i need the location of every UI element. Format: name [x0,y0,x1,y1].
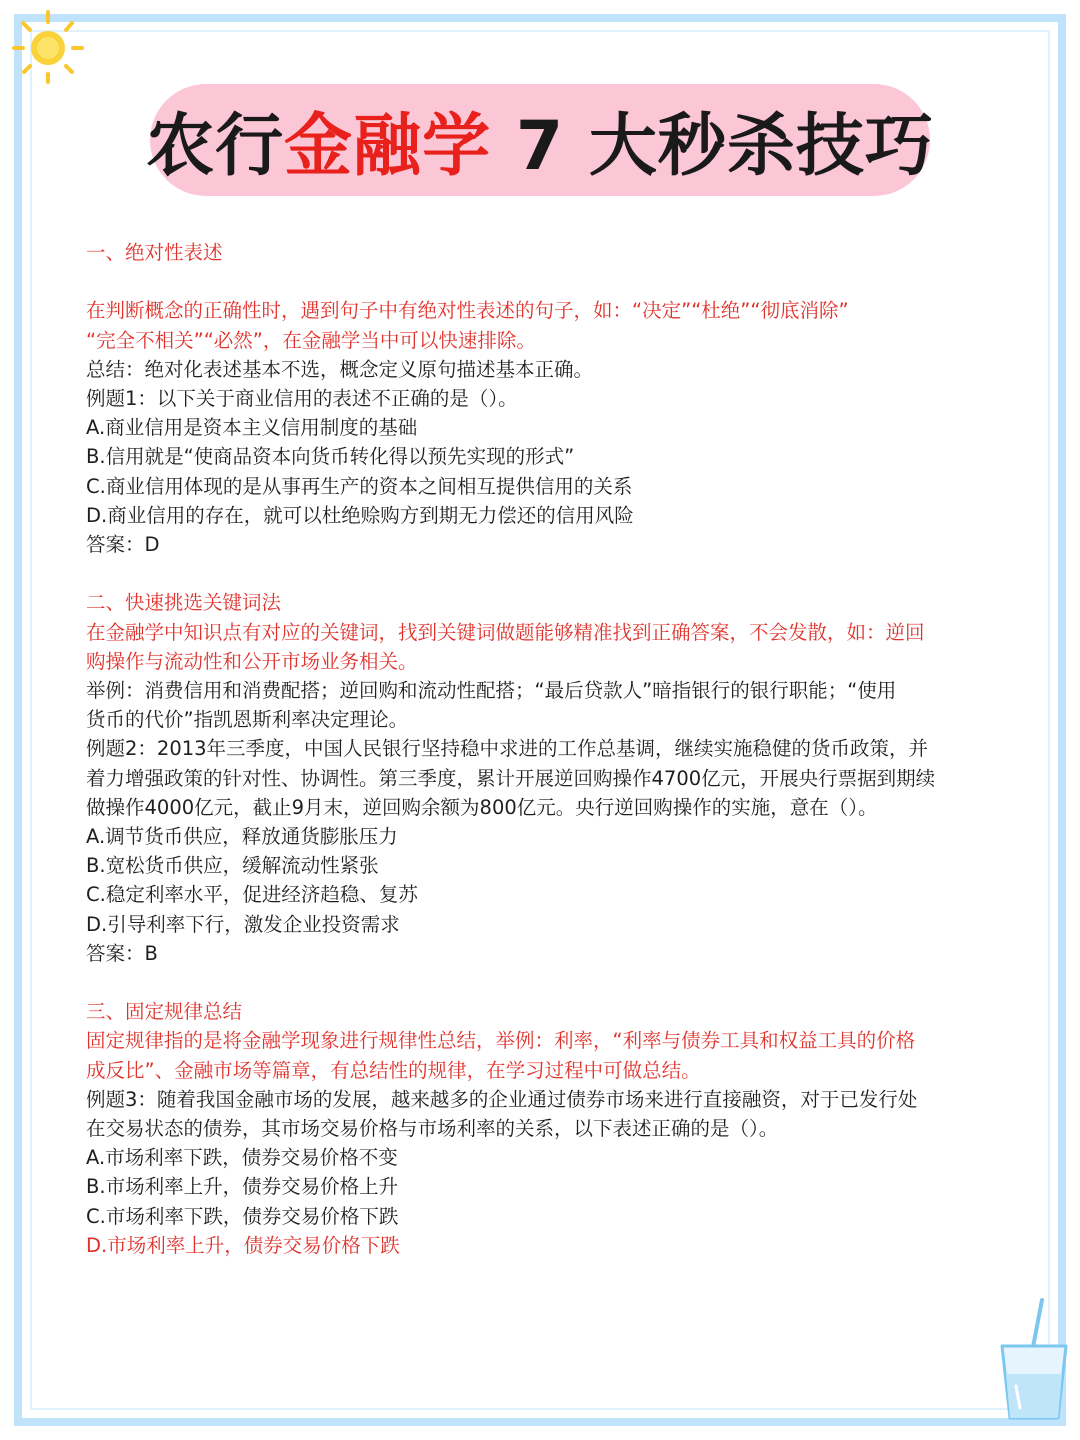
title-part-1: 农行 [146,106,285,186]
section-2-line: 在金融学中知识点有对应的关键词，找到关键词做题能够精准找到正确答案，不会发散，如：逆回 [86,620,925,644]
section-2-option: B.宽松货币供应，缓解流动性紧张 [86,854,379,878]
section-1-option: C.商业信用体现的是从事再生产的资本之间相互提供信用的关系 [86,474,633,498]
section-2-option: A.调节货币供应，释放通货膨胀压力 [86,825,398,849]
title-part-3: 7 大秒杀技巧 [491,106,934,186]
section-1-option: B.信用就是“使商品资本向货币转化得以预先实现的形式” [86,445,575,469]
section-2-line: 做操作4000亿元，截止9月末，逆回购余额为800亿元。央行逆回购操作的实施，意在（）。 [86,795,878,819]
section-2-line: 货币的代价”指凯恩斯利率决定理论。 [86,708,409,732]
section-2-heading: 二、快速挑选关键词法 [86,591,282,615]
section-2-answer: 答案：B [86,941,158,965]
section-1-answer: 答案：D [86,533,160,557]
section-2-line: 例题2：2013年三季度，中国人民银行坚持稳中求进的工作总基调，继续实施稳健的货币政策，并 [86,737,929,761]
title-banner [146,84,934,196]
section-1-line: 在判断概念的正确性时，遇到句子中有绝对性表述的句子，如：“决定”“杜绝”“彻底消除” [86,299,849,323]
section-3-line: 固定规律指的是将金融学现象进行规律性总结，举例：利率，“利率与债券工具和权益工具的价格 [86,1029,916,1053]
section-1-line: 总结：绝对化表述基本不选，概念定义原句描述基本正确。 [86,357,594,381]
section-3-option: C.市场利率下跌，债券交易价格下跌 [86,1204,399,1228]
page-title [146,92,934,189]
section-3-heading: 三、固定规律总结 [86,1000,243,1024]
section-3-line: 例题3：随着我国金融市场的发展，越来越多的企业通过债券市场来进行直接融资，对于已发行处 [86,1087,918,1111]
section-2-option: D.引导利率下行，激发企业投资需求 [86,912,400,936]
section-2-option: C.稳定利率水平，促进经济趋稳、复苏 [86,883,418,907]
section-3-option: B.市场利率上升，债券交易价格上升 [86,1175,399,1199]
section-1-line: 例题1：以下关于商业信用的表述不正确的是（）。 [86,387,518,410]
sun-icon [6,4,90,88]
section-3-correct-option: D.市场利率上升，债券交易价格下跌 [86,1233,400,1257]
section-1-heading: 一、绝对性表述 [86,241,223,264]
section-1-option: D.商业信用的存在，就可以杜绝赊购方到期无力偿还的信用风险 [86,503,634,527]
section-3-option: A.市场利率下跌，债券交易价格不变 [86,1146,398,1170]
title-accent: 金融学 [284,106,492,186]
section-3-line: 成反比”、金融市场等篇章，有总结性的规律，在学习过程中可做总结。 [86,1058,701,1082]
article-body [86,238,998,1260]
section-2-line: 举例：消费信用和消费配搭；逆回购和流动性配搭；“最后贷款人”暗指银行的银行职能；“使用 [86,679,897,703]
section-1-option: A.商业信用是资本主义信用制度的基础 [86,416,418,440]
section-3-line: 在交易状态的债券，其市场交易价格与市场利率的关系，以下表述正确的是（）。 [86,1117,779,1141]
section-1-line: “完全不相关”“必然”，在金融学当中可以快速排除。 [86,328,536,352]
drink-cup-icon [994,1294,1074,1424]
section-2-line: 购操作与流动性和公开市场业务相关。 [86,649,418,673]
section-2-line: 着力增强政策的针对性、协调性。第三季度，累计开展逆回购操作4700亿元，开展央行票据到期续 [86,766,936,790]
